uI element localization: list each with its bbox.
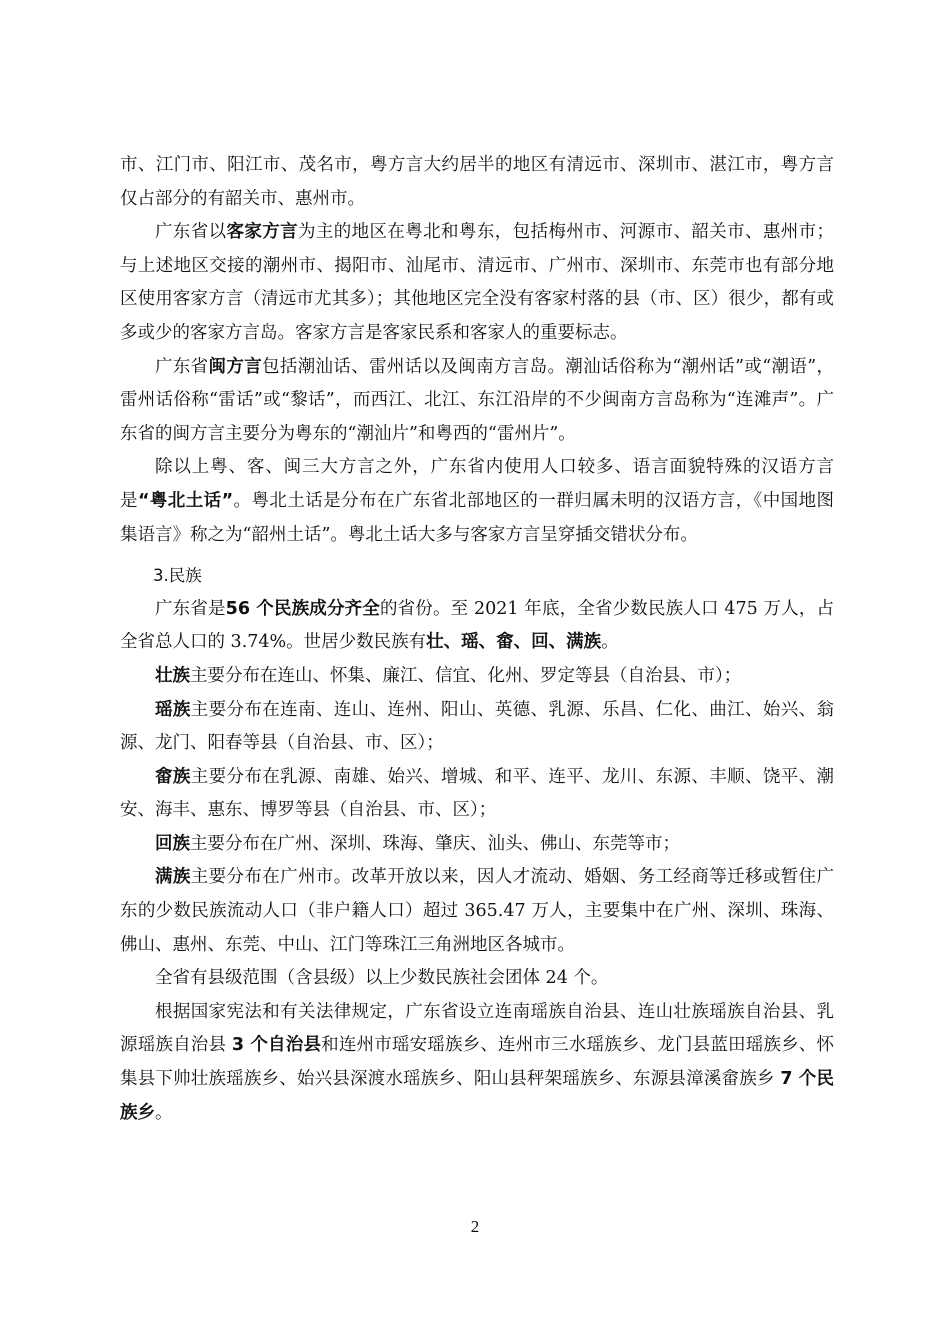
text-run: 为主的地区在粤北和粤东，包括梅州市、河源市、韶关市、惠州市；与上述地区交接的潮州市、揭阳市、汕尾市、清远市、广州市、深圳市、东莞市也有部分地区使用客家方言（清远市尤其多）；其他地区完全没有客家村落的县（市、区）很少，都有或多或少的客家方言岛。客家方言是客家民系和客家人的重要标志。 (120, 222, 835, 343)
page-number: 2 (470, 1217, 480, 1236)
paragraph (120, 351, 834, 452)
text-run: 包括潮汕话、雷州话以及闽南方言岛。潮汕话俗称为“潮州话”或“潮语”，雷州话俗称“雷话”或“黎话”，而西江、北江、东江沿岸的不少闽南方言岛称为“连滩声”。广东省的闽方言主要分为粤东的“潮汕片”和粤西的“雷州片”。 (120, 356, 834, 444)
bold-text: 壮、瑶、畲、回、满族 (426, 632, 602, 653)
text-run: 主要分布在乳源、南雄、始兴、增城、和平、连平、龙川、东源、丰顺、饶平、潮安、海丰、惠东、博罗等县（自治县、市、区）； (120, 766, 835, 821)
text-run: 。 (155, 1102, 173, 1123)
text-run: 的省份。至 2021 年底，全省少数民族人口 475 万人，占全省总人口的 3.74%。世居少数民族有 (120, 598, 834, 653)
body-text (120, 149, 834, 1130)
paragraph (120, 451, 834, 552)
paragraph (120, 828, 834, 862)
paragraph (120, 694, 834, 761)
text-run: 3.民族 (153, 566, 202, 586)
text-run: 和连州市瑶安瑶族乡、连州市三水瑶族乡、龙门县蓝田瑶族乡、怀集县下帅壮族瑶族乡、始兴县深渡水瑶族乡、阳山县秤架瑶族乡、东源县漳溪畲族乡 (120, 1035, 834, 1090)
text-run: 主要分布在连南、连山、连州、阳山、英德、乳源、乐昌、仁化、曲江、始兴、翁源、龙门、阳春等县（自治县、市、区）； (120, 699, 835, 754)
text-run: 主要分布在连山、怀集、廉江、信宜、化州、罗定等县（自治县、市）； (190, 665, 742, 686)
text-run: 市、江门市、阳江市、茂名市，粤方言大约居半的地区有清远市、深圳市、湛江市，粤方言仅占部分的有韶关市、惠州市。 (120, 155, 834, 209)
paragraph (120, 660, 834, 694)
text-run: 除以上粤、客、闽三大方言之外，广东省内使用人口较多、语言面貌特殊的汉语方言是 (120, 457, 834, 511)
bold-text: 畲族 (155, 766, 191, 787)
section-heading (120, 559, 834, 593)
text-run: 。粤北土话是分布在广东省北部地区的一群归属未明的汉语方言，《中国地图集语言》称之为“韶州土话”。粤北土话大多与客家方言呈穿插交错状分布。 (120, 490, 835, 545)
paragraph (120, 761, 834, 828)
paragraph (120, 216, 834, 350)
bold-text: 7 个民族乡 (120, 1069, 834, 1123)
text-run: 根据国家宪法和有关法律规定，广东省设立连南瑶族自治县、连山壮族瑶族自治县、乳源瑶族自治县 (120, 1001, 834, 1056)
bold-text: 56 个民族成分齐全 (225, 598, 380, 619)
paragraph (120, 149, 834, 216)
paragraph (120, 593, 834, 660)
bold-text: 瑶族 (155, 699, 191, 720)
text-run: 全省有县级范围（含县级）以上少数民族社会团体 24 个。 (155, 968, 609, 989)
text-run: 主要分布在广州市。改革开放以来，因人才流动、婚姻、务工经商等迁移或暂住广东的少数民族流动人口（非户籍人口）超过 365.47 万人，主要集中在广州、深圳、珠海、佛山、惠州、东莞、中山、江门等珠江三角洲地区各城市。 (120, 867, 835, 955)
bold-text: 满族 (155, 867, 191, 888)
paragraph (120, 861, 834, 962)
bold-text: 闽方言 (208, 356, 263, 377)
bold-text: 客家方言 (226, 222, 299, 243)
bold-text: “粤北土话” (137, 490, 234, 511)
text-run: 广东省 (155, 356, 209, 377)
text-run: 广东省以 (155, 222, 227, 243)
bold-text: 回族 (155, 833, 190, 854)
bold-text: 3 个自治县 (231, 1035, 322, 1056)
text-run: 主要分布在广州、深圳、珠海、肇庆、汕头、佛山、东莞等市； (190, 833, 680, 854)
paragraph (120, 962, 834, 996)
paragraph (120, 996, 834, 1130)
text-run: 广东省是 (155, 598, 226, 619)
bold-text: 壮族 (155, 665, 190, 686)
text-run: 。 (601, 632, 619, 653)
